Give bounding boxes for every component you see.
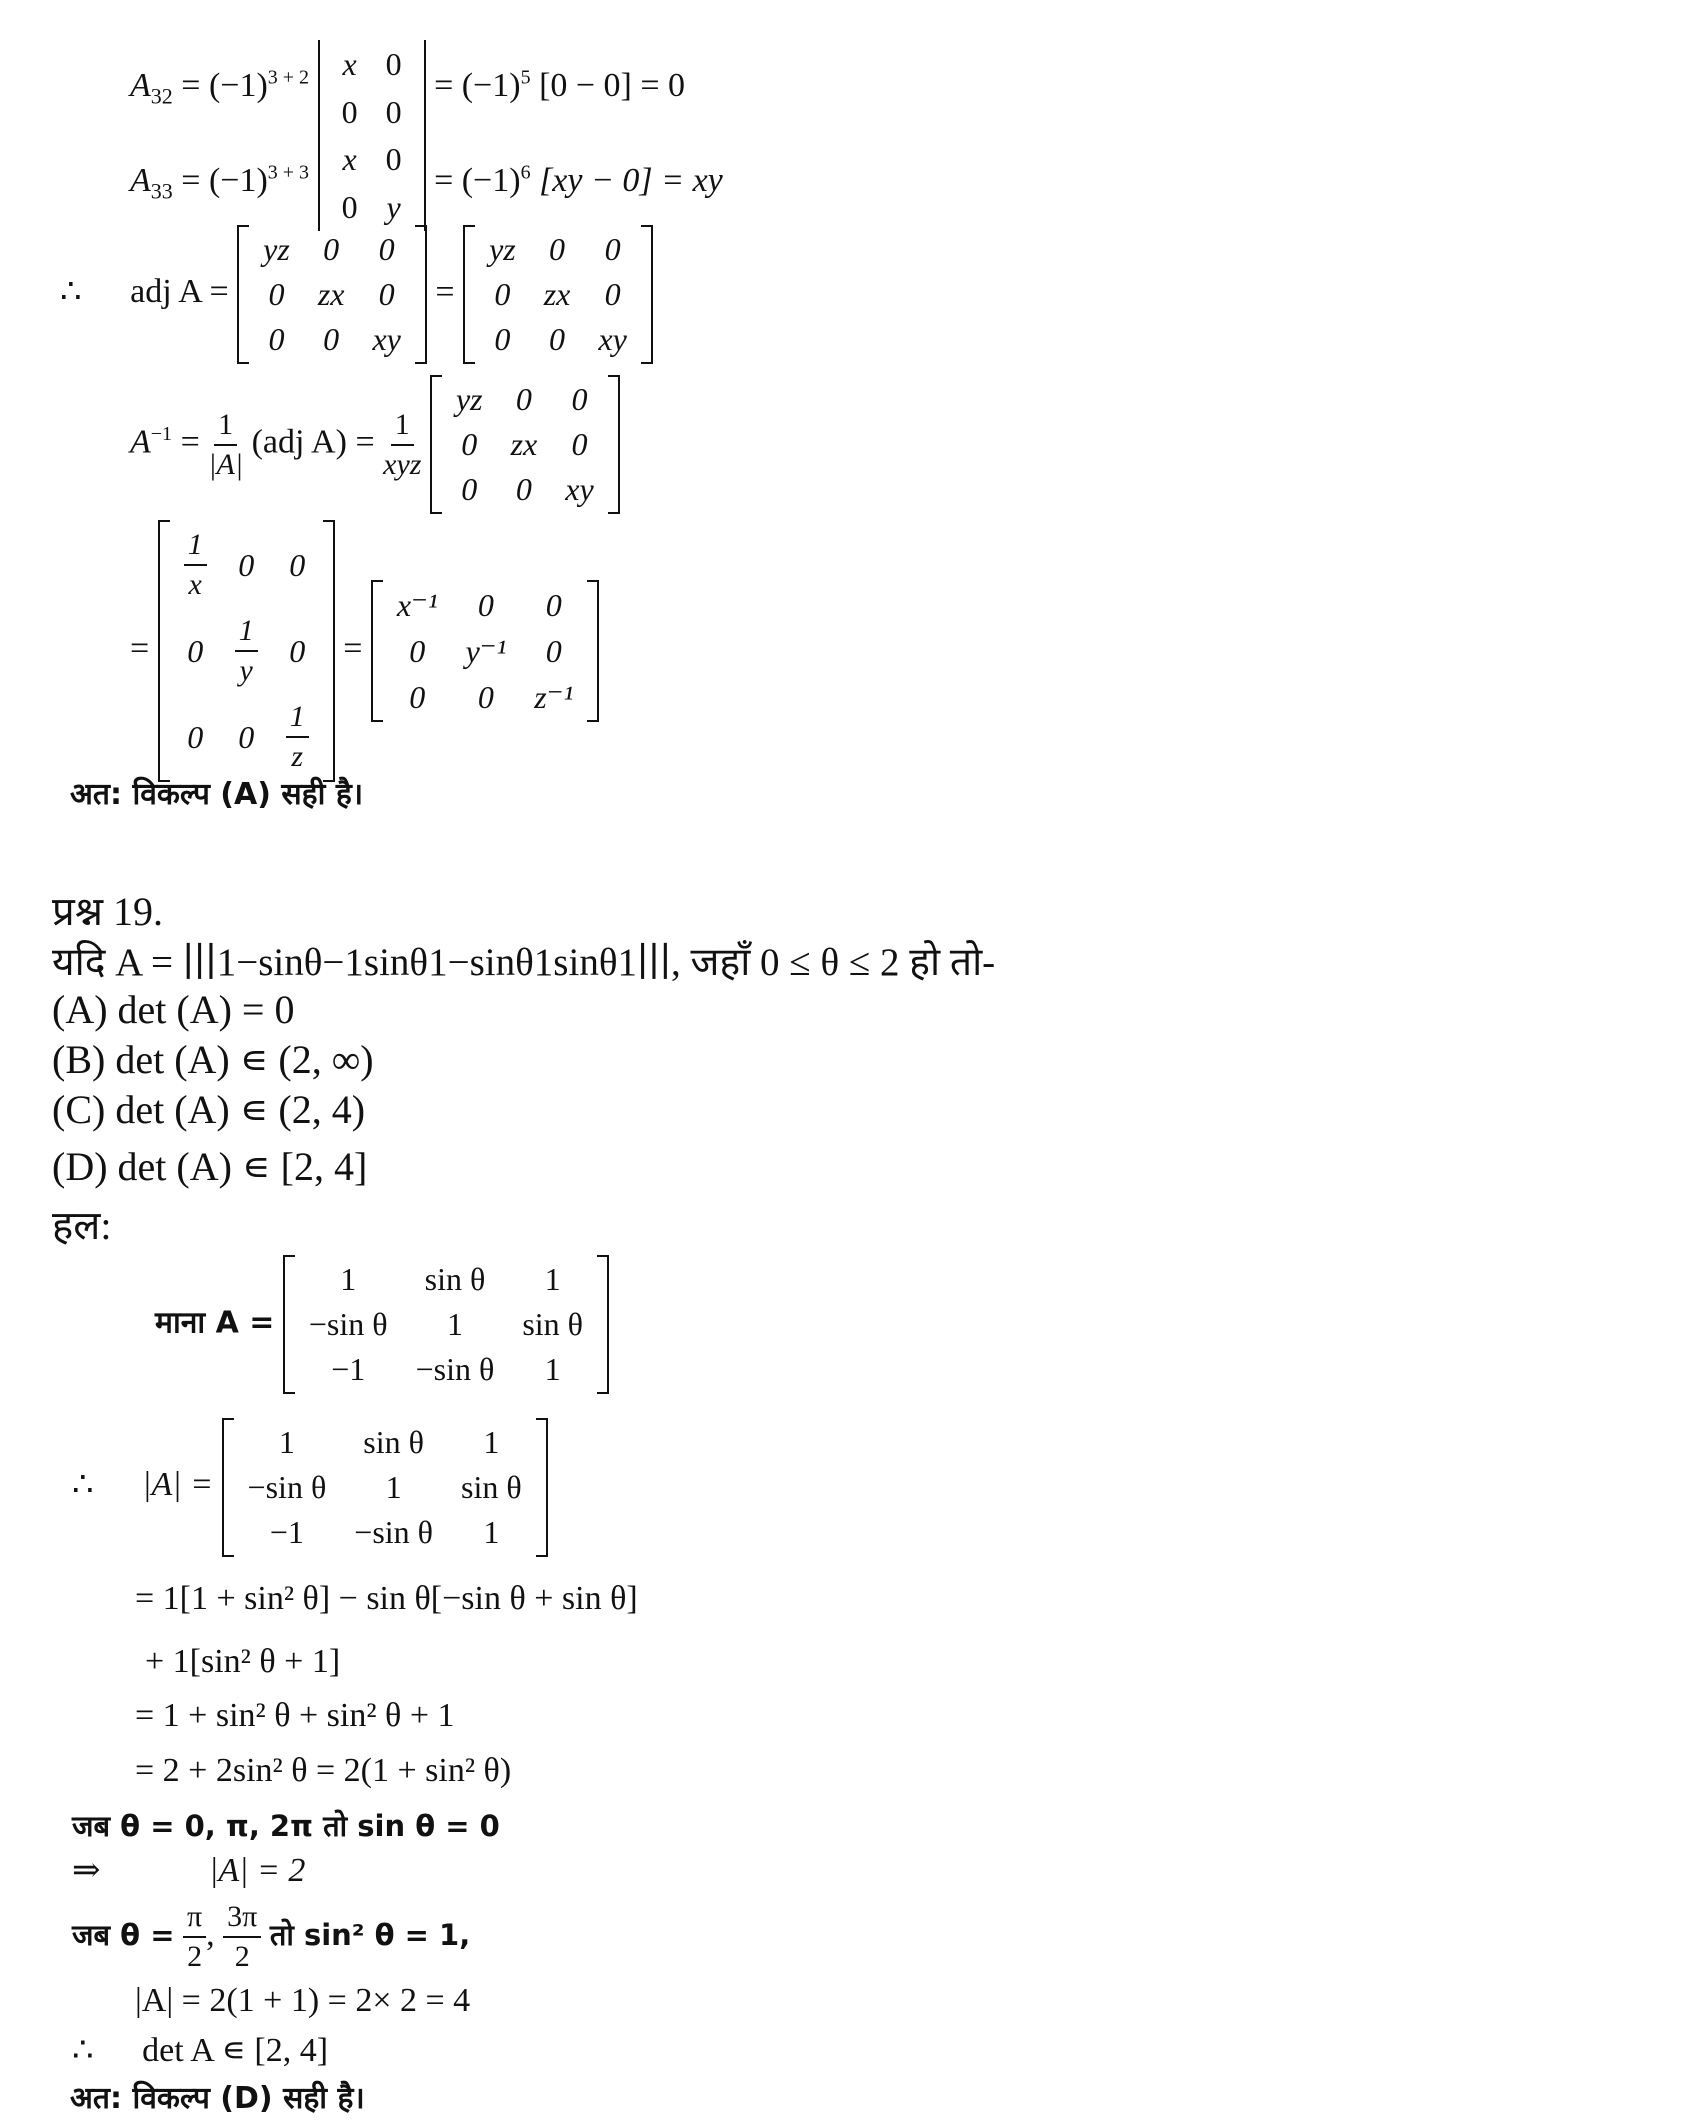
- option-b: (B) det (A) ∊ (2, ∞): [52, 1037, 374, 1082]
- cofactor-a33: [130, 135, 723, 231]
- fraction: [183, 1898, 206, 1976]
- cell: 0: [515, 471, 532, 507]
- cell: y: [386, 189, 401, 225]
- denominator: 2: [234, 1940, 250, 1973]
- a32-rhs: = (−1): [434, 66, 521, 104]
- a32-rhs-tail: [0 − 0] = 0: [530, 66, 686, 104]
- numerator: 1: [235, 612, 258, 652]
- cell: sin θ: [363, 1424, 424, 1460]
- case-two-suffix: तो sin² θ = 1,: [269, 1917, 471, 1952]
- numerator: 1: [286, 698, 309, 738]
- cell: sin θ: [424, 1261, 486, 1297]
- cell: 0: [289, 632, 306, 669]
- fraction: [223, 1898, 261, 1976]
- expansion-step-3: = 1 + sin² θ + sin² θ + 1: [135, 1697, 455, 1734]
- cell: 0: [268, 321, 285, 357]
- fraction: [184, 526, 207, 604]
- denominator: x: [188, 568, 202, 601]
- a33-rhs-exp: 6: [520, 161, 531, 184]
- cell: −sin θ: [308, 1306, 388, 1342]
- cell: zx: [317, 276, 345, 312]
- cell: 0: [385, 46, 402, 82]
- cell: 0: [409, 632, 426, 669]
- inv-exp: −1: [150, 422, 173, 445]
- cell: −sin θ: [354, 1514, 433, 1550]
- cell: 0: [323, 321, 340, 357]
- cell: 1: [483, 1424, 500, 1460]
- option-a: (A) det (A) = 0: [52, 987, 295, 1032]
- cell: 0: [238, 718, 255, 755]
- denominator: y: [239, 654, 253, 687]
- cell: y⁻¹: [465, 633, 507, 669]
- case-two-prefix: जब θ =: [72, 1917, 175, 1952]
- therefore-symbol: ∴: [72, 1466, 94, 1504]
- expansion-step-4: = 2 + 2sin² θ = 2(1 + sin² θ): [135, 1752, 512, 1789]
- cofactor-a32: [130, 40, 685, 136]
- fraction: [383, 406, 421, 484]
- cell: xy: [598, 321, 627, 357]
- case-one: [72, 1806, 500, 1845]
- cell: 0: [341, 94, 358, 130]
- a33-rhs-tail: [xy − 0] = xy: [530, 161, 723, 199]
- numerator: 3π: [223, 1898, 261, 1938]
- cell: 0: [378, 231, 395, 267]
- cell: zx: [510, 426, 538, 462]
- cell: 0: [604, 276, 621, 312]
- inv-mid: (adj A) =: [251, 423, 375, 461]
- a32-symbol: A: [130, 66, 151, 104]
- cell: 1: [483, 1514, 500, 1550]
- cell: 0: [187, 718, 204, 755]
- det-label: |A| =: [142, 1466, 214, 1504]
- therefore-symbol: ∴: [60, 273, 82, 311]
- determinant-definition: [72, 1418, 548, 1557]
- cell: xy: [565, 471, 594, 507]
- conclusion-d: अत: विकल्प (D) सही है।: [70, 2081, 365, 2116]
- numerator: 1: [184, 526, 207, 566]
- cell: x⁻¹: [396, 587, 438, 623]
- cell: −1: [269, 1514, 304, 1550]
- inverse-equation: [130, 375, 620, 514]
- numerator: 1: [214, 406, 237, 446]
- numerator: π: [183, 1898, 206, 1938]
- cell: 0: [289, 546, 306, 583]
- a33-exp: 3 + 3: [267, 161, 310, 184]
- question-heading: प्रश्न 19.: [52, 889, 164, 934]
- cell: 1: [446, 1306, 463, 1342]
- cell: 0: [549, 321, 566, 357]
- cell: 0: [323, 231, 340, 267]
- a32-subscript: 32: [150, 83, 173, 109]
- cell: 0: [268, 276, 285, 312]
- comma: ,: [206, 1915, 215, 1953]
- power-matrix: [371, 580, 599, 722]
- result-one: [72, 1850, 305, 1890]
- inverse-matrix: [430, 375, 620, 514]
- expansion-step-2: + 1[sin² θ + 1]: [145, 1643, 341, 1680]
- question-statement: यदि A = ∣∣∣1−sinθ−1sinθ1−sinθ1sinθ1∣∣∣, जहाँ 0 ≤ θ ≤ 2 हो तो-: [52, 941, 996, 984]
- cell: 0: [477, 678, 494, 715]
- final-inverse: [130, 520, 599, 782]
- cell: 0: [378, 276, 395, 312]
- a33-subscript: 33: [150, 178, 173, 204]
- option-c: (C) det (A) ∊ (2, 4): [52, 1087, 366, 1132]
- cell: 0: [385, 141, 402, 177]
- conclusion-a: अत: विकल्प (A) सही है।: [70, 777, 364, 812]
- cell: 0: [341, 189, 358, 225]
- a33-determinant: [318, 135, 426, 231]
- final-equals-2: =: [343, 629, 363, 667]
- mana-label: माना A =: [155, 1305, 275, 1341]
- denominator: 2: [187, 1940, 203, 1973]
- cell: 1: [278, 1424, 295, 1460]
- reciprocal-matrix: [158, 520, 335, 782]
- denominator: |A|: [208, 447, 244, 481]
- cell: 0: [409, 678, 426, 715]
- cell: 0: [545, 586, 562, 623]
- adj-label: adj A =: [130, 273, 229, 311]
- adj-matrix-2: [463, 225, 653, 364]
- a32-rhs-exp: 5: [520, 66, 531, 89]
- cell: 0: [238, 546, 255, 583]
- inv-equals: =: [180, 423, 200, 461]
- case-two: [72, 1898, 470, 1976]
- det-matrix: [222, 1418, 548, 1557]
- a33-symbol: A: [130, 161, 151, 199]
- case-one-text: जब θ = 0, π, 2π तो sin θ = 0: [72, 1809, 500, 1843]
- cell: yz: [455, 381, 483, 417]
- final-equals-1: =: [130, 629, 150, 667]
- cell: 0: [545, 632, 562, 669]
- cell: 0: [571, 426, 588, 462]
- cell: 0: [385, 94, 402, 130]
- expansion-step-1: = 1[1 + sin² θ] − sin θ[−sin θ + sin θ]: [135, 1580, 638, 1617]
- matrix-a: [283, 1255, 609, 1394]
- cell: 0: [461, 426, 478, 462]
- matrix-definition: [155, 1255, 609, 1394]
- fraction: [208, 406, 243, 484]
- numerator: 1: [391, 406, 414, 446]
- a32-exp: 3 + 2: [267, 66, 310, 89]
- cell: 0: [604, 231, 621, 267]
- cell: 0: [571, 381, 588, 417]
- implies-symbol: ⇒: [72, 1852, 101, 1889]
- cell: z⁻¹: [534, 679, 574, 715]
- inv-symbol: A: [130, 423, 151, 461]
- result-one-text: |A| = 2: [209, 1852, 306, 1889]
- cell: 1: [340, 1261, 357, 1297]
- adj-equals: =: [435, 273, 455, 311]
- cell: 0: [461, 471, 478, 507]
- cell: 0: [515, 381, 532, 417]
- fraction: [235, 612, 258, 690]
- cell: 1: [544, 1351, 561, 1387]
- result-two: |A| = 2(1 + 1) = 2× 2 = 4: [135, 1982, 471, 2019]
- final-text: det A ∊ [2, 4]: [142, 2032, 329, 2069]
- a33-eq: = (−1): [181, 161, 268, 199]
- cell: 0: [549, 231, 566, 267]
- cell: x: [342, 46, 357, 82]
- cell: xy: [372, 321, 401, 357]
- cell: −1: [331, 1351, 366, 1387]
- cell: 0: [494, 276, 511, 312]
- a32-eq: = (−1): [181, 66, 268, 104]
- cell: sin θ: [460, 1469, 522, 1505]
- a33-rhs: = (−1): [434, 161, 521, 199]
- cell: 0: [187, 632, 204, 669]
- adj-matrix-1: [237, 225, 427, 364]
- cell: zx: [543, 276, 571, 312]
- cell: yz: [263, 231, 290, 267]
- cell: yz: [489, 231, 516, 267]
- cell: 1: [544, 1261, 561, 1297]
- final-statement: [72, 2030, 328, 2070]
- cell: sin θ: [522, 1306, 583, 1342]
- solution-label: हल:: [52, 1203, 112, 1248]
- denominator: xyz: [383, 447, 422, 481]
- adj-equation: [60, 225, 653, 364]
- option-d: (D) det (A) ∊ [2, 4]: [52, 1144, 368, 1189]
- cell: x: [342, 141, 357, 177]
- cell: 0: [494, 321, 511, 357]
- a32-determinant: [318, 40, 426, 136]
- cell: −sin θ: [247, 1469, 327, 1505]
- cell: 0: [477, 586, 494, 623]
- therefore-symbol: ∴: [72, 2032, 94, 2069]
- cell: 1: [385, 1469, 402, 1505]
- denominator: z: [291, 740, 304, 773]
- cell: −sin θ: [415, 1351, 495, 1387]
- fraction: [286, 698, 309, 776]
